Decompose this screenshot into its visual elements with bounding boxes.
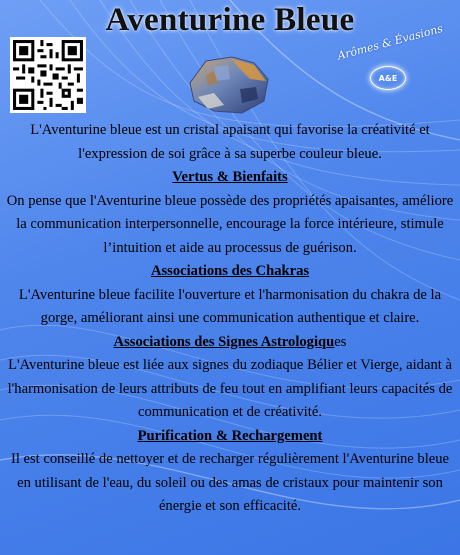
stone-image	[184, 53, 272, 117]
section-heading: Purification & Rechargement	[137, 427, 323, 444]
section-heading: Vertus & Bienfaits	[172, 169, 288, 185]
description-body	[6, 119, 454, 519]
brand-badge: A&E	[370, 66, 406, 90]
section-text: Il est conseillé de nettoyer et de recharger régulièrement l'Aventurine bleue en utilisant de l'eau, du soleil ou des amas de cristaux pour maintenir son énergie et son efficacité.	[10, 451, 450, 514]
page-title: Aventurine Bleue	[105, 2, 355, 38]
qr-code-icon[interactable]	[10, 37, 86, 113]
section-heading: Associations des Chakras	[150, 263, 310, 279]
section-text: L'Aventurine bleue facilite l'ouverture et l'harmonisation du chakra de la gorge, améliorant ainsi une communication authentique et claire.	[18, 286, 442, 326]
brand-name: Arômes & Évasions	[336, 21, 445, 63]
section-heading-suffix: es	[334, 333, 347, 350]
section-text: On pense que l'Aventurine bleue possède des propriétés apaisantes, améliore la communication interpersonnelle, encourage la force intérieure, stimule l’intuition et aide au processus de guérison.	[6, 192, 454, 256]
section-heading: Associations des Signes Astrologiqu	[113, 333, 335, 350]
section-heading-wrap	[6, 331, 454, 355]
intro-text: L'Aventurine bleue est un cristal apaisant qui favorise la créativité et l'expression de soi grâce à sa superbe couleur bleue.	[30, 122, 430, 162]
section-text: L'Aventurine bleue est liée aux signes du zodiaque Bélier et Vierge, aidant à l'harmonisation de leurs attributs de feu tout en amplifiant leurs capacités de communication et de créativité.	[7, 357, 453, 420]
